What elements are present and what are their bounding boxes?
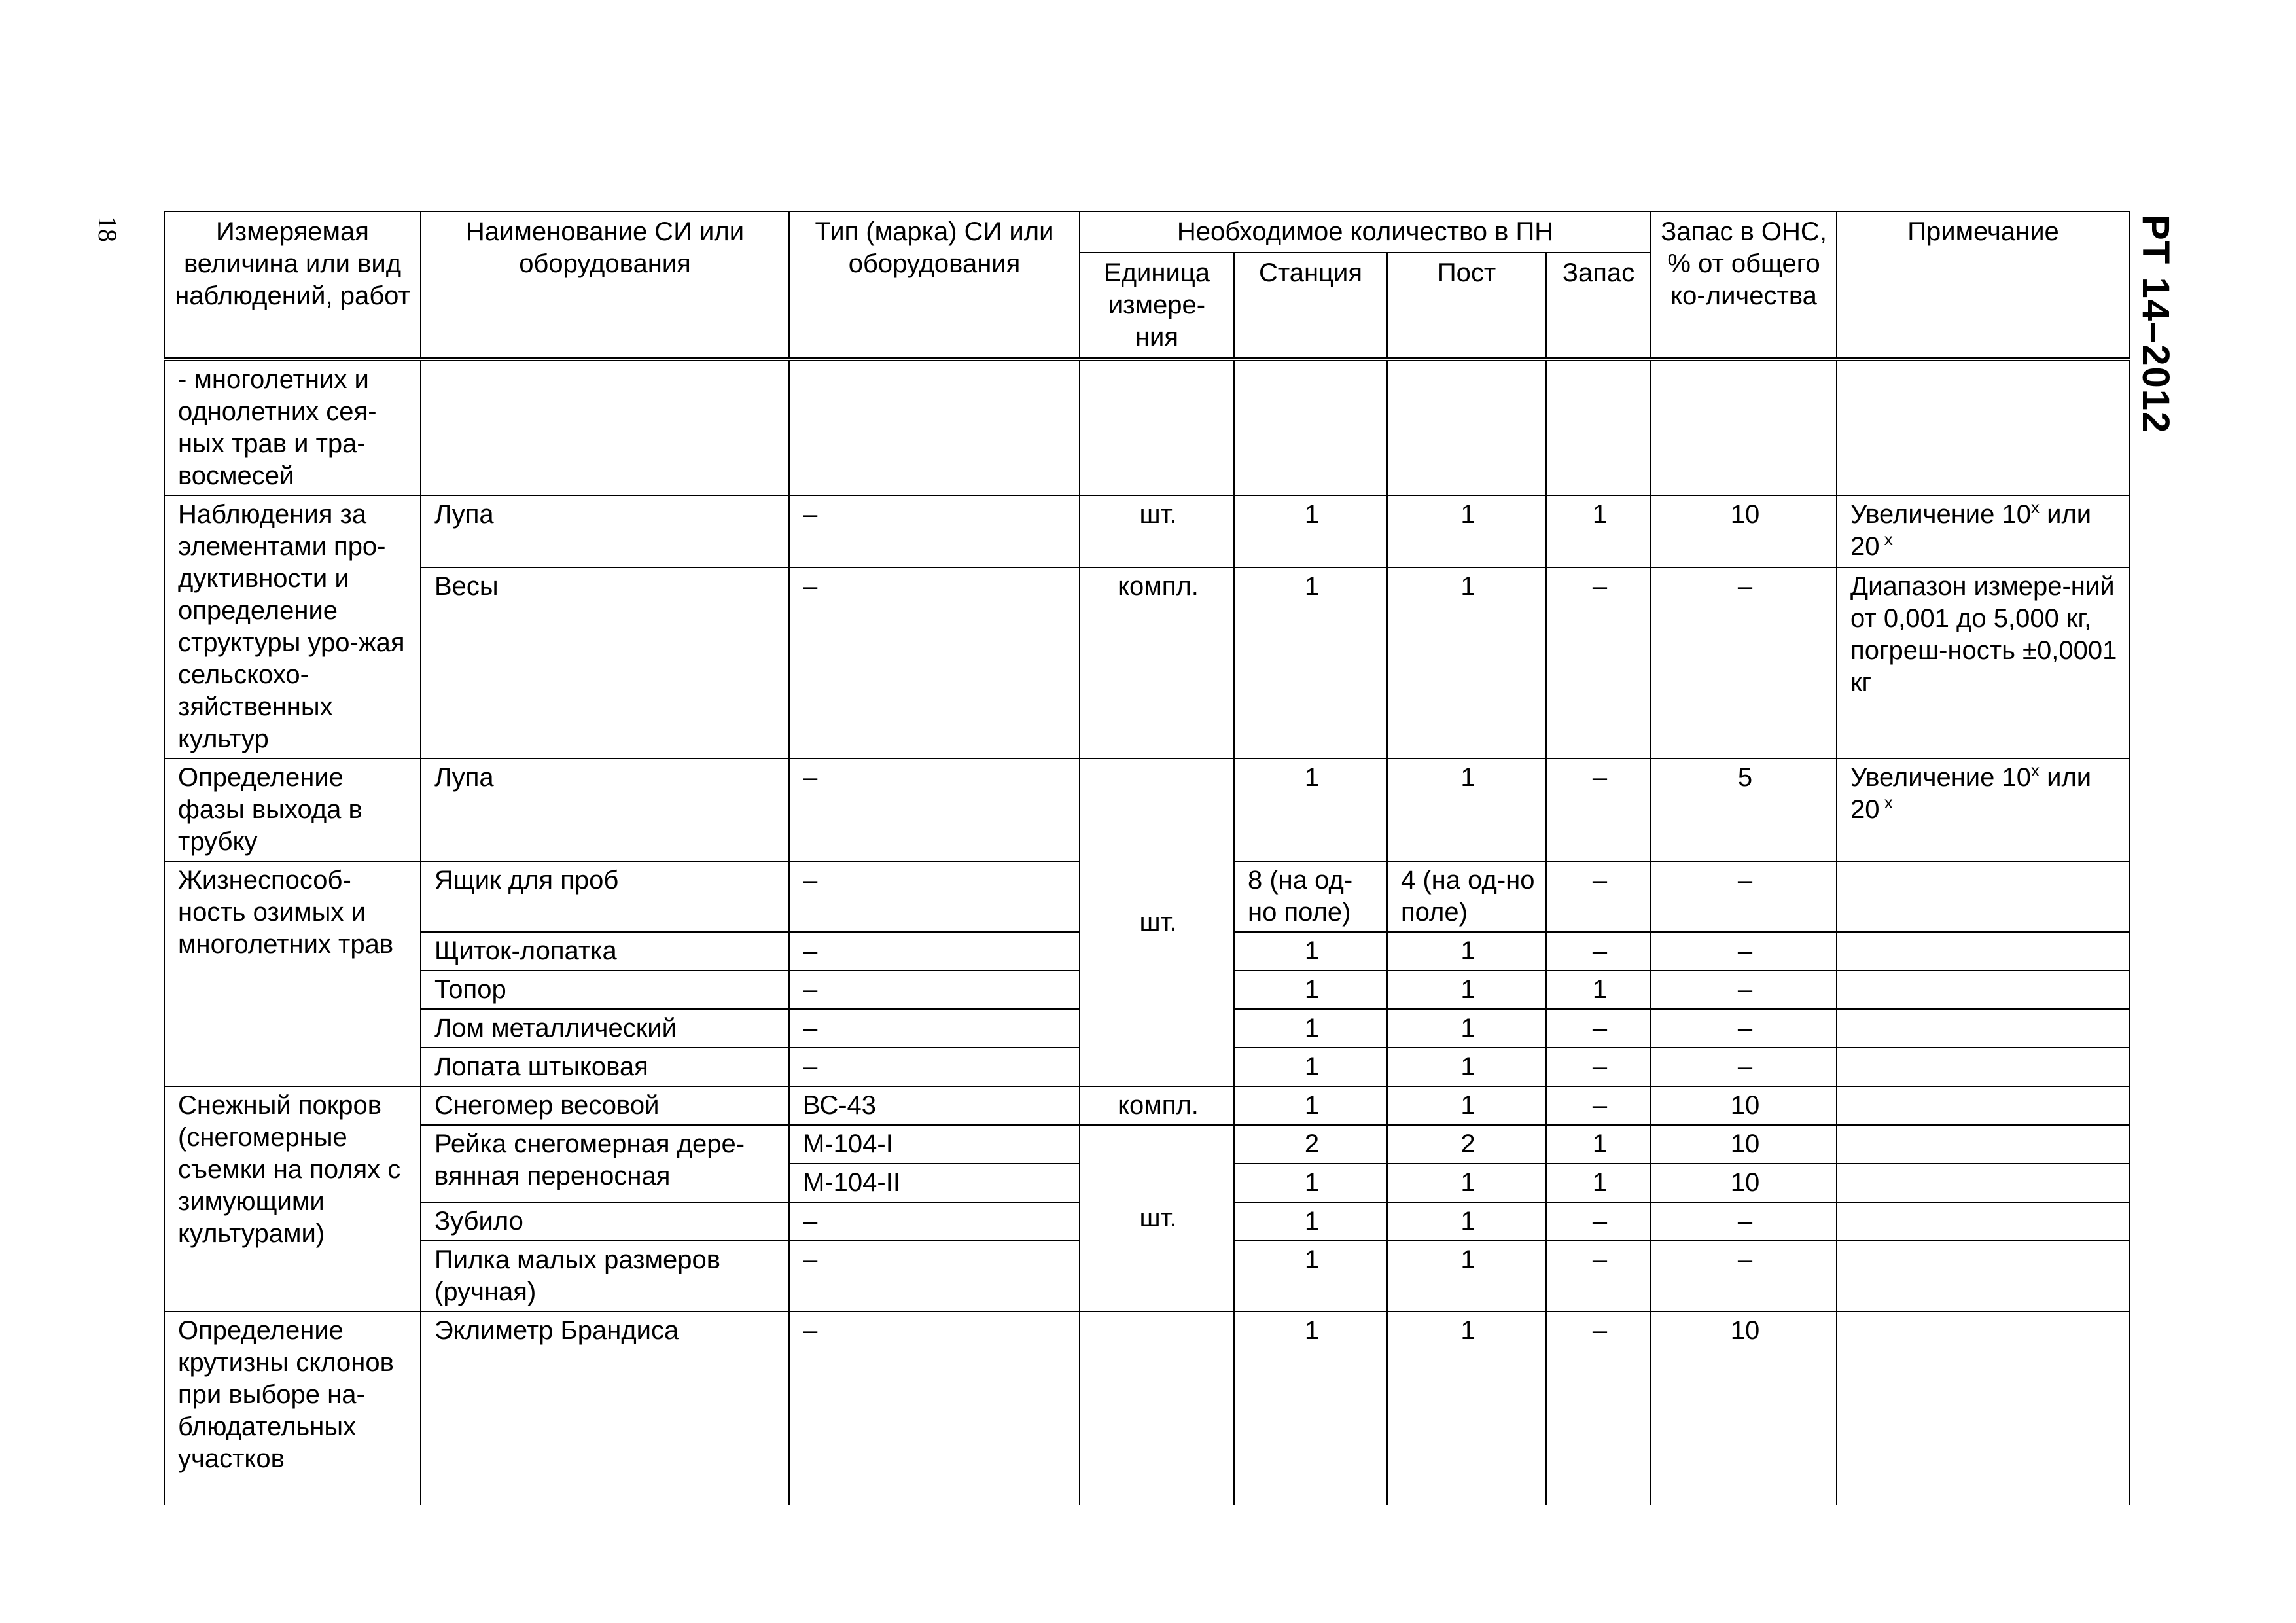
post-cell: 1 xyxy=(1387,1311,1546,1505)
type-cell: – xyxy=(789,1048,1080,1086)
table-row xyxy=(164,1125,2130,1164)
type-cell: – xyxy=(789,1311,1080,1505)
ons-cell: 10 xyxy=(1651,1164,1837,1202)
station-cell: 1 xyxy=(1234,1048,1387,1086)
note-cell xyxy=(1837,1086,2130,1125)
measured-cell: Определение фазы выхода в трубку xyxy=(164,758,421,861)
post-cell: 1 xyxy=(1387,758,1546,861)
measured-cell: Жизнеспособ-ность озимых и многолетних трав xyxy=(164,861,421,1086)
unit-cell: шт. xyxy=(1080,495,1234,567)
station-cell: 1 xyxy=(1234,495,1387,567)
ons-cell: 10 xyxy=(1651,1125,1837,1164)
station-cell: 1 xyxy=(1234,1086,1387,1125)
header-name: Наименование СИ или оборудования xyxy=(421,211,789,359)
table-row xyxy=(164,758,2130,861)
ons-cell: – xyxy=(1651,567,1837,758)
note-cell xyxy=(1837,758,2130,861)
note-cell xyxy=(1837,1009,2130,1048)
measured-cell: Наблюдения за элементами про-дуктивности и определение структуры уро-жая сельскохо-зяйственных культур xyxy=(164,495,421,758)
reserve-cell: – xyxy=(1546,758,1651,861)
post-cell: 2 xyxy=(1387,1125,1546,1164)
post-cell: 1 xyxy=(1387,1164,1546,1202)
table-row xyxy=(164,1311,2130,1505)
name-cell: Ящик для проб xyxy=(421,861,789,932)
reserve-cell: – xyxy=(1546,1086,1651,1125)
reserve-cell: – xyxy=(1546,932,1651,971)
name-cell: Топор xyxy=(421,971,789,1009)
name-cell: Зубило xyxy=(421,1202,789,1241)
type-cell: – xyxy=(789,1202,1080,1241)
measured-cell: Определение крутизны склонов при выборе на-блюдательных участков xyxy=(164,1311,421,1505)
name-cell: Лупа xyxy=(421,495,789,567)
header-reserve: Запас xyxy=(1546,253,1651,359)
header-ons: Запас в ОНС, % от общего ко-личества xyxy=(1651,211,1837,359)
post-cell: 1 xyxy=(1387,932,1546,971)
ons-cell: – xyxy=(1651,861,1837,932)
type-cell: – xyxy=(789,495,1080,567)
note-cell xyxy=(1837,1048,2130,1086)
ons-cell: 5 xyxy=(1651,758,1837,861)
ons-cell: – xyxy=(1651,971,1837,1009)
name-cell: Лупа xyxy=(421,758,789,861)
header-unit: Единица измере-ния xyxy=(1080,253,1234,359)
reserve-cell: – xyxy=(1546,1009,1651,1048)
reserve-cell: – xyxy=(1546,567,1651,758)
type-cell: – xyxy=(789,1241,1080,1311)
reserve-cell: – xyxy=(1546,861,1651,932)
reserve-cell: – xyxy=(1546,1048,1651,1086)
note-cell xyxy=(1837,1125,2130,1164)
note-cell xyxy=(1837,495,2130,567)
reserve-cell: – xyxy=(1546,1202,1651,1241)
unit-cell: компл. xyxy=(1080,1086,1234,1125)
name-cell: Эклиметр Брандиса xyxy=(421,1311,789,1505)
reserve-cell: 1 xyxy=(1546,495,1651,567)
station-cell: 2 xyxy=(1234,1125,1387,1164)
note-cell xyxy=(1837,1241,2130,1311)
reserve-cell: 1 xyxy=(1546,971,1651,1009)
note-cell xyxy=(1837,1202,2130,1241)
station-cell: 1 xyxy=(1234,758,1387,861)
station-cell: 1 xyxy=(1234,1202,1387,1241)
name-cell: Рейка снегомерная дере-вянная переносная xyxy=(421,1125,789,1202)
unit-cell: шт. xyxy=(1080,1125,1234,1311)
ons-cell: – xyxy=(1651,1048,1837,1086)
ons-cell: – xyxy=(1651,1241,1837,1311)
post-cell: 1 xyxy=(1387,1086,1546,1125)
post-cell: 1 xyxy=(1387,567,1546,758)
station-cell: 1 xyxy=(1234,1241,1387,1311)
note-sup: x xyxy=(2030,497,2040,517)
type-cell: – xyxy=(789,971,1080,1009)
name-cell: Щиток-лопатка xyxy=(421,932,789,971)
note-sup: x xyxy=(2030,760,2040,780)
type-cell: – xyxy=(789,758,1080,861)
note-text: Увеличение 10 xyxy=(1850,500,2031,529)
ons-cell: – xyxy=(1651,932,1837,971)
station-cell: 1 xyxy=(1234,1311,1387,1505)
type-cell: М-104-I xyxy=(789,1125,1080,1164)
header-post: Пост xyxy=(1387,253,1546,359)
table-row xyxy=(164,359,2130,495)
note-text: или 20 xyxy=(1850,500,2092,561)
note-text: Увеличение 10 xyxy=(1850,763,2031,792)
type-cell: – xyxy=(789,1009,1080,1048)
station-cell: 1 xyxy=(1234,1164,1387,1202)
ons-cell: – xyxy=(1651,1202,1837,1241)
note-cell xyxy=(1837,971,2130,1009)
type-cell: – xyxy=(789,861,1080,932)
ons-cell: – xyxy=(1651,1009,1837,1048)
name-cell: Весы xyxy=(421,567,789,758)
note-text: или 20 xyxy=(1850,763,2092,824)
note-cell: Диапазон измере-ний от 0,001 до 5,000 кг, погреш-ность ±0,0001 кг xyxy=(1837,567,2130,758)
name-cell: Пилка малых размеров (ручная) xyxy=(421,1241,789,1311)
reserve-cell: 1 xyxy=(1546,1125,1651,1164)
name-cell: Лом металлический xyxy=(421,1009,789,1048)
reserve-cell: – xyxy=(1546,1241,1651,1311)
table-row xyxy=(164,1086,2130,1125)
document-code: РТ 14–2012 xyxy=(2134,215,2177,435)
station-cell: 8 (на од-но поле) xyxy=(1234,861,1387,932)
note-sup: x xyxy=(1879,529,1893,549)
table-row xyxy=(164,567,2130,758)
header-station: Станция xyxy=(1234,253,1387,359)
ons-cell: 10 xyxy=(1651,1086,1837,1125)
note-sup: x xyxy=(1879,793,1893,812)
note-cell xyxy=(1837,1311,2130,1505)
post-cell: 1 xyxy=(1387,1241,1546,1311)
station-cell: 1 xyxy=(1234,1009,1387,1048)
post-cell: 1 xyxy=(1387,1009,1546,1048)
ons-cell: 10 xyxy=(1651,1311,1837,1505)
unit-cell: шт. xyxy=(1080,758,1234,1086)
post-cell: 1 xyxy=(1387,495,1546,567)
name-cell: Лопата штыковая xyxy=(421,1048,789,1086)
equipment-table xyxy=(164,211,2130,1505)
page-number: 18 xyxy=(93,216,122,242)
header-qty-group: Необходимое количество в ПН xyxy=(1080,211,1651,253)
type-cell: – xyxy=(789,932,1080,971)
post-cell: 4 (на од-но поле) xyxy=(1387,861,1546,932)
table-row xyxy=(164,495,2130,567)
name-cell: Снегомер весовой xyxy=(421,1086,789,1125)
note-cell xyxy=(1837,1164,2130,1202)
header-measured: Измеряемая величина или вид наблюдений, работ xyxy=(164,211,421,359)
station-cell: 1 xyxy=(1234,932,1387,971)
station-cell: 1 xyxy=(1234,567,1387,758)
type-cell: – xyxy=(789,567,1080,758)
ons-cell: 10 xyxy=(1651,495,1837,567)
unit-cell: компл. xyxy=(1080,567,1234,758)
note-cell xyxy=(1837,861,2130,932)
measured-cell: - многолетних и однолетних сея-ных трав и тра-восмесей xyxy=(164,359,421,495)
post-cell: 1 xyxy=(1387,1048,1546,1086)
header-type: Тип (марка) СИ или оборудования xyxy=(789,211,1080,359)
station-cell: 1 xyxy=(1234,971,1387,1009)
type-cell: М-104-II xyxy=(789,1164,1080,1202)
note-cell xyxy=(1837,932,2130,971)
post-cell: 1 xyxy=(1387,971,1546,1009)
reserve-cell: 1 xyxy=(1546,1164,1651,1202)
reserve-cell: – xyxy=(1546,1311,1651,1505)
post-cell: 1 xyxy=(1387,1202,1546,1241)
measured-cell: Снежный покров (снегомерные съемки на полях с зимующими культурами) xyxy=(164,1086,421,1311)
type-cell: ВС-43 xyxy=(789,1086,1080,1125)
unit-cell xyxy=(1080,1311,1234,1505)
header-note: Примечание xyxy=(1837,211,2130,359)
